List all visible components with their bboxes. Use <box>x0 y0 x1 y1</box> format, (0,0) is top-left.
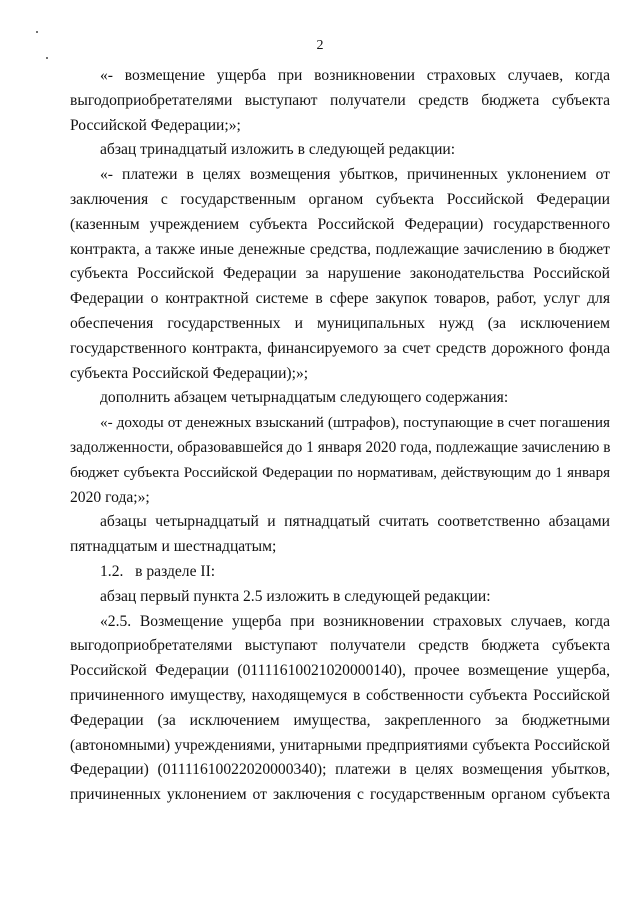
text-line: «- доходы от денежных взысканий (штрафов), поступающие в счет погашения <box>100 414 610 432</box>
text-line: Российской Федерации (01111610021020000140), прочее возмещение ущерба, <box>70 662 610 680</box>
text-line: субъекта Российской Федерации);»; <box>70 364 309 382</box>
text-line: 2020 года;»; <box>70 488 150 506</box>
scan-speck <box>36 31 38 33</box>
text-line: выгодоприобретателями выступают получатели средств бюджета субъекта <box>70 91 610 109</box>
text-line: (автономными) учреждениями, унитарными предприятиями субъекта Российской <box>70 736 610 754</box>
text-line: «- возмещение ущерба при возникновении страховых случаев, когда <box>100 67 610 84</box>
text-line: субъекта Российской Федерации за нарушение законодательства Российской <box>70 265 610 283</box>
text-line: бюджет субъекта Российской Федерации по нормативам, действующим до 1 января <box>70 464 610 481</box>
text-line: (казенным учреждением субъекта Российской Федерации) государственного <box>70 215 610 233</box>
text-line: абзацы четырнадцатый и пятнадцатый считать соответственно абзацами <box>100 513 610 531</box>
text-line: государственного контракта, финансируемого за счет средств дорожного фонда <box>70 339 610 357</box>
text-line: «2.5. Возмещение ущерба при возникновении страховых случаев, когда <box>100 612 610 630</box>
scan-speck <box>46 57 48 59</box>
text-line: дополнить абзацем четырнадцатым следующего содержания: <box>100 389 509 407</box>
text-line: Российской Федерации;»; <box>70 116 241 134</box>
text-line: абзац тринадцатый изложить в следующей редакции: <box>100 141 456 159</box>
text-line: 1.2. в разделе II: <box>100 562 216 580</box>
text-line: Федерации (за исключением имущества, закрепленного за бюджетными <box>70 711 610 729</box>
text-line: причиненного имуществу, находящемуся в собственности субъекта Российской <box>70 686 610 704</box>
text-line: обеспечения государственных и муниципальных нужд (за исключением <box>70 314 610 332</box>
text-line: задолженности, образовавшейся до 1 января 2020 года, подлежащие зачислению в <box>70 438 611 456</box>
text-line: причиненных уклонением от заключения с государственным органом субъекта <box>70 786 610 804</box>
text-line: Федерации) (01111610022020000340); платежи в целях возмещения убытков, <box>70 761 610 779</box>
text-line: «- платежи в целях возмещения убытков, причиненных уклонением от <box>100 166 610 184</box>
text-line: абзац первый пункта 2.5 изложить в следующей редакции: <box>100 587 491 605</box>
text-line: заключения с государственным органом субъекта Российской Федерации <box>70 190 610 208</box>
document-body <box>70 64 610 808</box>
page-number: 2 <box>316 38 324 53</box>
text-line: пятнадцатым и шестнадцатым; <box>70 538 277 556</box>
text-line: Федерации о контрактной системе в сфере закупок товаров, работ, услуг для <box>70 290 610 308</box>
text-line: контракта, а также иные денежные средства, подлежащие зачислению в бюджет <box>70 240 610 258</box>
text-line: выгодоприобретателями выступают получатели средств бюджета субъекта <box>70 637 610 655</box>
